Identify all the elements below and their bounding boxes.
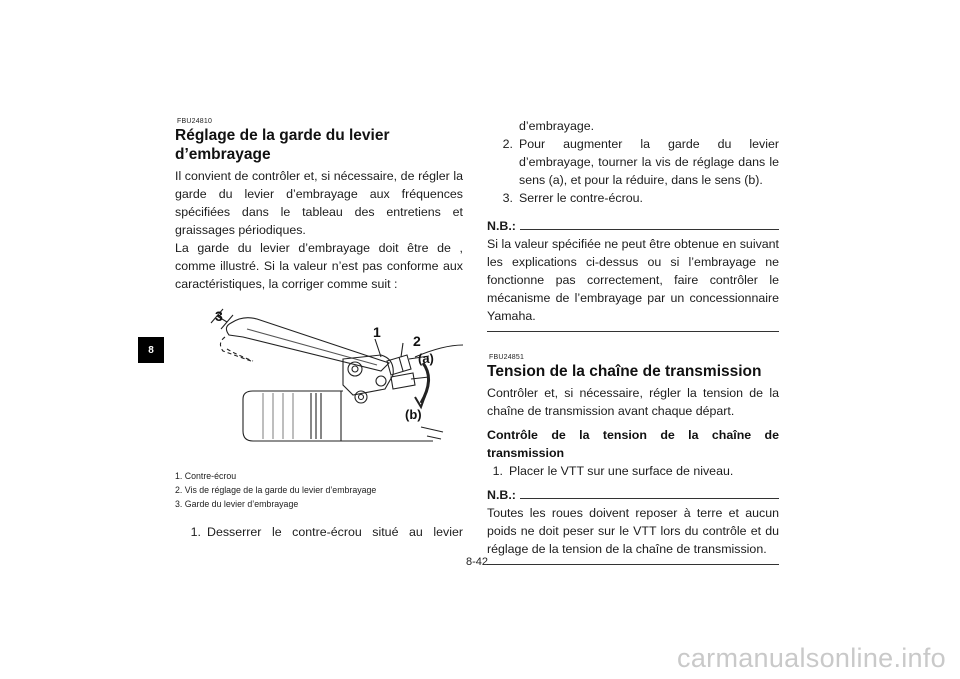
caption-1: 1. Contre-écrou [175, 471, 237, 481]
note-header-2: N.B.: [487, 486, 779, 504]
title-line-2: d’embrayage [175, 146, 271, 163]
note-header-1: N.B.: [487, 217, 779, 235]
label-b: (b) [405, 407, 422, 422]
note-end-rule-2 [487, 564, 779, 565]
chain-intro-paragraph: Contrôler et, si nécessaire, régler la tension de la chaîne de transmission avant chaque départ. [487, 386, 779, 418]
section-code: FBU24810 [177, 118, 213, 125]
caption-2: 2. Vis de réglage de la garde du levier d’embrayage [175, 485, 377, 495]
section-title-2: Tension de la chaîne de transmission [487, 363, 762, 380]
right-column [487, 117, 779, 565]
watermark: carmanualsonline.info [677, 643, 946, 673]
step-1: 1. Desserrer le contre-écrou situé au levier [190, 525, 463, 539]
figure-caption [175, 469, 463, 511]
caption-3: 3. Garde du levier d’embrayage [175, 499, 299, 509]
step-2: 2. Pour augmenter la garde du levier d’embrayage, tourner la vis de réglage dans le sens (a), et pour la réduire, dans le sens (b). [502, 137, 779, 187]
adjust-steps-cont [487, 117, 779, 207]
page-number: 8-42 [466, 556, 489, 568]
title-line-1: Réglage de la garde du levier [175, 127, 390, 144]
label-3: 3 [215, 308, 223, 324]
section-code-2: FBU24851 [489, 354, 525, 361]
clutch-lever-illustration [203, 299, 473, 464]
chain-steps [487, 462, 779, 480]
chain-subheading: Contrôle de la tension de la chaîne de transmission [487, 428, 779, 460]
chain-step-1: 1. Placer le VTT sur une surface de niveau. [492, 464, 734, 478]
adjust-steps-start [175, 523, 463, 541]
note-end-rule-1 [487, 331, 779, 332]
step-1-continued: d’embrayage. [519, 119, 595, 133]
label-1: 1 [373, 324, 381, 340]
label-a: (a) [418, 351, 434, 366]
intro-paragraph: Il convient de contrôler et, si nécessaire, de régler la garde du levier d’embrayage aux fréquences spécifiées dans le tableau des entretiens et graissages périodiques. [175, 169, 463, 237]
clearance-paragraph: La garde du levier d’embrayage doit être de , comme illustré. Si la valeur n’est pas conforme aux caractéristiques, la corriger comme suit : [175, 241, 463, 291]
section-tab: 8 [138, 337, 164, 363]
step-3: 3. Serrer le contre-écrou. [502, 191, 643, 205]
section-title [175, 126, 463, 164]
note-text-2: Toutes les roues doivent reposer à terre et aucun poids ne doit peser sur le VTT lors du contrôle et du réglage de la tension de la chaîne de transmission. [487, 506, 779, 556]
clutch-lever-figure [203, 299, 473, 464]
note-text-1: Si la valeur spécifiée ne peut être obtenue en suivant les explications ci-dessus ou si l’embrayage ne fonctionne pas correctement, faire contrôler le mécanisme de l’embrayage par un concessionnaire Yamaha. [487, 237, 779, 323]
label-2: 2 [413, 333, 421, 349]
left-column [175, 118, 463, 541]
